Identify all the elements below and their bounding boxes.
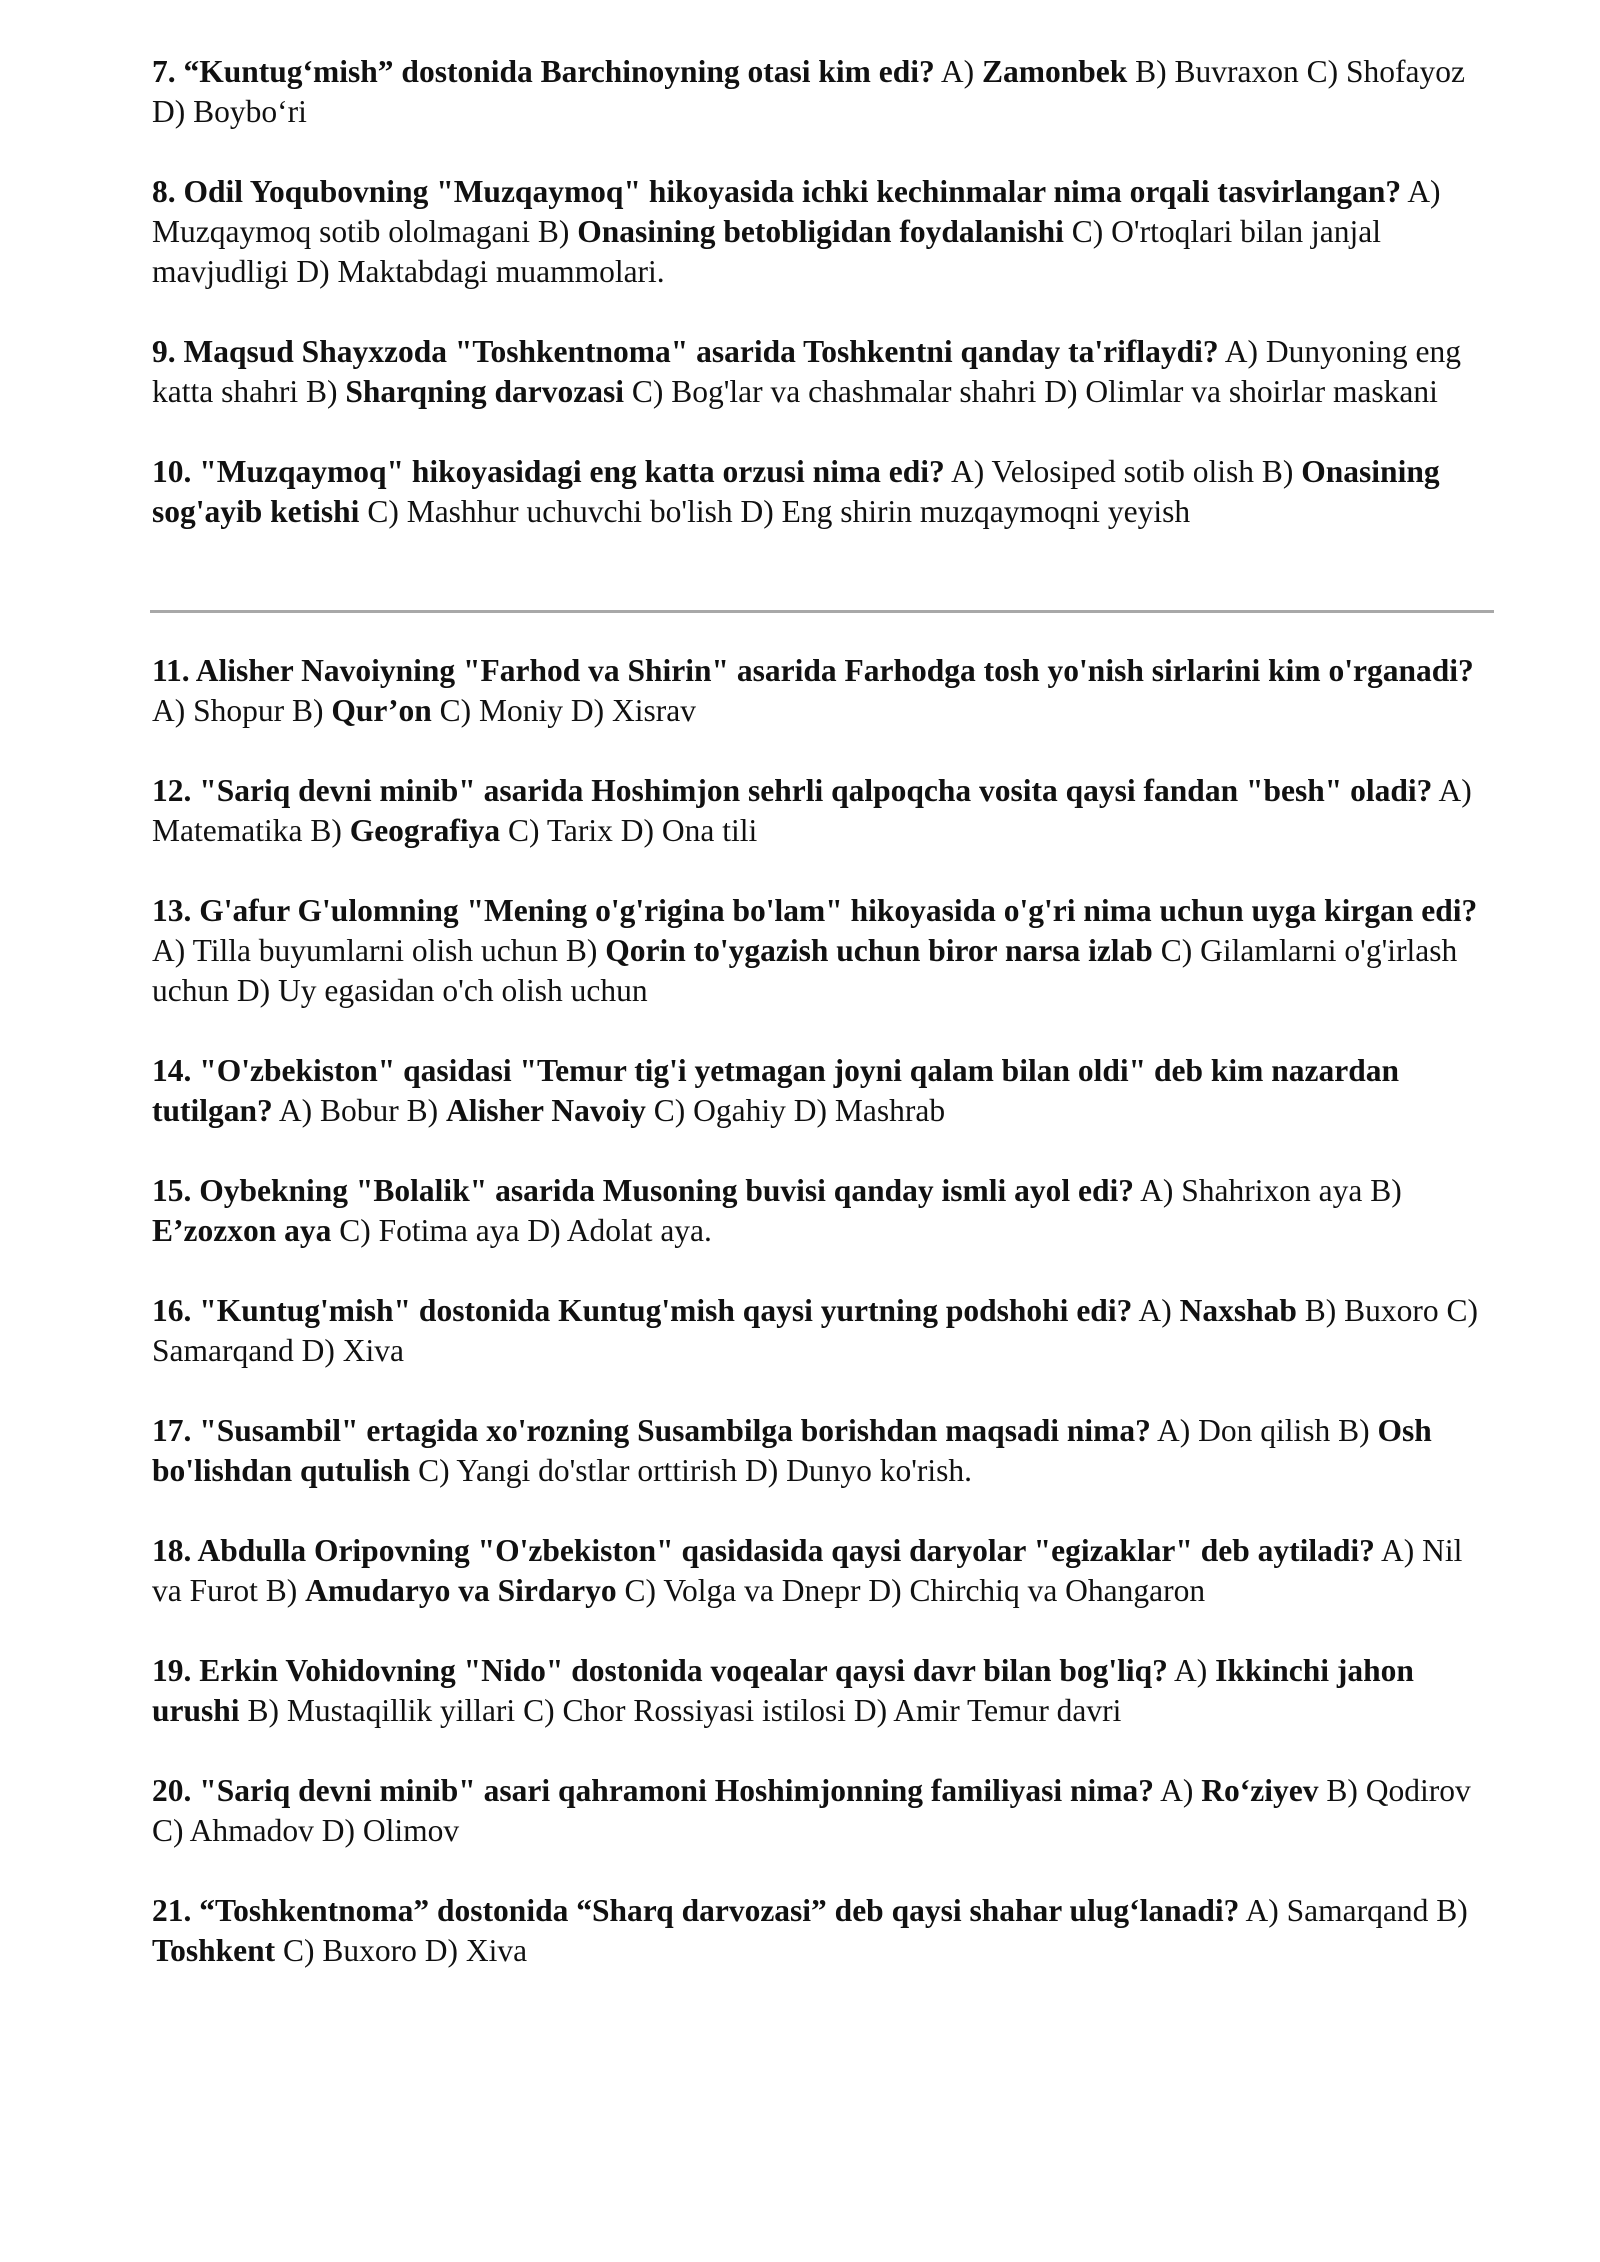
question-text (152, 1653, 1168, 1688)
option-label: A) (1157, 1413, 1191, 1448)
question-number: 7. (152, 54, 176, 89)
option-label: B) (537, 214, 570, 249)
option-text: Volga va Dnepr (663, 1573, 861, 1608)
option-label: B) (1326, 1773, 1358, 1808)
option-text: Shofayoz (1346, 54, 1466, 89)
question-number: 16. (152, 1293, 192, 1328)
question-body: Erkin Vohidovning "Nido" dostonida voqealar qaysi davr bilan bog'liq? (199, 1653, 1168, 1688)
option-text: Amir Temur davri (893, 1693, 1122, 1728)
option-text: Shahrixon aya (1181, 1173, 1363, 1208)
option-text: Olimlar va shoirlar maskani (1085, 374, 1438, 409)
option-label: A) (1160, 1773, 1194, 1808)
option-label: D) (570, 693, 605, 728)
option-label: B) (247, 1693, 279, 1728)
question-body: "Kuntug'mish" dostonida Kuntug'mish qaysi yurtning podshohi edi? (199, 1293, 1133, 1328)
option-label: B) (1261, 454, 1294, 489)
question-text (152, 1773, 1154, 1808)
option-label: B) (1304, 1293, 1337, 1328)
question-text (152, 174, 1401, 209)
option-label: C) (1160, 933, 1193, 968)
option-text: Shopur (193, 693, 285, 728)
option-label: A) (1438, 773, 1472, 808)
question-number: 20. (152, 1773, 192, 1808)
option-label: D) (868, 1573, 902, 1608)
option-text: Xiva (342, 1333, 404, 1368)
option-text-correct: Osh bo'lishdan qutulish (152, 1413, 1432, 1488)
option-label: B) (292, 693, 324, 728)
option-label: D) (745, 1453, 779, 1488)
option-text-correct: Onasining betobligidan foydalanishi (577, 214, 1064, 249)
question-body: Odil Yoqubovning "Muzqaymoq" hikoyasida ichki kechinmalar nima orqali tasvirlangan? (183, 174, 1402, 209)
option-label: D) (853, 1693, 888, 1728)
option-label: A) (152, 693, 186, 728)
option-text: Olimov (362, 1813, 460, 1848)
option-text-correct: Ro‘ziyev (1201, 1773, 1319, 1808)
option-label: C) (339, 1213, 371, 1248)
option-label: A) (1381, 1533, 1415, 1568)
question-item (152, 1531, 1492, 1611)
question-item (152, 452, 1492, 532)
question-number: 9. (152, 334, 176, 369)
option-text: Tilla buyumlarni olish uchun (192, 933, 559, 968)
option-label: B) (1370, 1173, 1402, 1208)
question-body: Oybekning "Bolalik" asarida Musoning buvisi qanday ismli ayol edi? (199, 1173, 1134, 1208)
option-text: Mashhur uchuvchi bo'lish (406, 494, 733, 529)
option-text: Xiva (465, 1933, 528, 1968)
question-item (152, 891, 1492, 1011)
question-text (152, 773, 1432, 808)
option-label: C) (367, 494, 399, 529)
question-item (152, 1411, 1492, 1491)
option-text-correct: Geografiya (349, 813, 501, 848)
option-text: Samarqand (152, 1333, 294, 1368)
option-label: C) (1306, 54, 1339, 89)
option-label: D) (424, 1933, 459, 1968)
option-label: B) (565, 933, 598, 968)
option-text: Dunyoning eng katta shahri (152, 334, 1462, 409)
option-text: O'rtoqlari bilan janjal mavjudligi (152, 214, 1381, 289)
option-text-correct: Ikkinchi jahon urushi (152, 1653, 1414, 1728)
question-item (152, 1771, 1492, 1851)
option-text-correct: Sharqning darvozasi (345, 374, 624, 409)
question-item (152, 52, 1492, 132)
question-body: Abdulla Oripovning "O'zbekiston" qasidasida qaysi daryolar "egizaklar" deb aytiladi? (197, 1533, 1375, 1568)
question-item (152, 332, 1492, 412)
question-number: 11. (152, 653, 190, 688)
option-label: B) (1436, 1893, 1468, 1928)
option-label: C) (508, 813, 540, 848)
question-body: "O'zbekiston" qasidasi "Temur tig'i yetmagan joyni qalam bilan oldi" deb kim nazardan tutilgan? (152, 1053, 1400, 1128)
option-text: Tarix (546, 813, 613, 848)
question-group-1 (152, 52, 1492, 532)
question-number: 14. (152, 1053, 192, 1088)
option-text: Adolat aya. (566, 1213, 712, 1248)
option-text: Ahmadov (189, 1813, 314, 1848)
option-label: A) (1224, 334, 1259, 369)
question-item (152, 771, 1492, 851)
question-body: "Muzqaymoq" hikoyasidagi eng katta orzusi nima edi? (199, 454, 945, 489)
question-number: 13. (152, 893, 192, 928)
option-label: A) (1138, 1293, 1172, 1328)
option-label: C) (624, 1573, 657, 1608)
question-body: "Sariq devni minib" asarida Hoshimjon sehrli qalpoqcha vosita qaysi fandan "besh" oladi? (199, 773, 1433, 808)
option-text: Samarqand (1286, 1893, 1429, 1928)
question-number: 12. (152, 773, 192, 808)
option-label: D) (321, 1813, 355, 1848)
option-label: D) (301, 1333, 335, 1368)
option-text-correct: Qur’on (331, 693, 432, 728)
option-text: Gilamlarni o'g'irlash uchun (152, 933, 1458, 1008)
option-label: A) (1174, 1653, 1208, 1688)
spacer (152, 532, 1492, 572)
option-label: A) (1407, 174, 1441, 209)
option-label: D) (740, 494, 774, 529)
option-label: D) (793, 1093, 827, 1128)
option-label: B) (1135, 54, 1167, 89)
option-label: C) (1446, 1293, 1479, 1328)
option-text: Mustaqillik yillari (286, 1693, 516, 1728)
option-label: C) (418, 1453, 450, 1488)
option-text: Chor Rossiyasi istilosi (562, 1693, 846, 1728)
question-number: 17. (152, 1413, 192, 1448)
option-label: B) (1338, 1413, 1370, 1448)
option-label: D) (527, 1213, 561, 1248)
option-text: Ona tili (661, 813, 758, 848)
question-group-2 (152, 651, 1492, 1971)
option-text-correct: E’zozxon aya (152, 1213, 332, 1248)
option-text-correct: Toshkent (152, 1933, 276, 1968)
question-number: 8. (152, 174, 176, 209)
option-text-correct: Qorin to'ygazish uchun biror narsa izlab (605, 933, 1153, 968)
option-text: Ogahiy (693, 1093, 786, 1128)
option-text: Matematika (152, 813, 303, 848)
question-text (152, 1413, 1151, 1448)
option-text: Eng shirin muzqaymoqni yeyish (781, 494, 1191, 529)
option-text: Muzqaymoq sotib ololmagani (152, 214, 530, 249)
question-number: 19. (152, 1653, 192, 1688)
question-text (152, 1293, 1132, 1328)
option-text: Buxoro (322, 1933, 417, 1968)
question-body: Maqsud Shayxzoda "Toshkentnoma" asarida Toshkentni qanday ta'riflaydi? (183, 334, 1219, 369)
question-text (152, 334, 1219, 369)
question-item (152, 172, 1492, 292)
question-text (152, 1533, 1375, 1568)
question-number: 18. (152, 1533, 192, 1568)
option-text: Boybo‘ri (193, 94, 307, 129)
option-label: C) (631, 374, 664, 409)
option-label: A) (278, 1093, 313, 1128)
question-item (152, 1891, 1492, 1971)
question-number: 15. (152, 1173, 192, 1208)
option-text-correct: Onasining sog'ayib ketishi (152, 454, 1440, 529)
question-body: "Susambil" ertagida xo'rozning Susambilga borishdan maqsadi nima? (199, 1413, 1151, 1448)
document-page (152, 52, 1492, 2011)
question-text (152, 893, 1477, 928)
question-text (152, 1173, 1134, 1208)
option-text: Don qilish (1198, 1413, 1331, 1448)
option-label: B) (310, 813, 342, 848)
option-label: A) (1245, 1893, 1279, 1928)
question-body: “Toshkentnoma” dostonida “Sharq darvozasi” deb qaysi shahar ulug‘lanadi? (199, 1893, 1240, 1928)
option-label: C) (653, 1093, 686, 1128)
option-label: A) (950, 454, 985, 489)
option-text: Xisrav (612, 693, 696, 728)
option-text: Mashrab (834, 1093, 946, 1128)
option-text: Chirchiq va Ohangaron (909, 1573, 1206, 1608)
option-text: Buvraxon (1174, 54, 1299, 89)
option-label: C) (1071, 214, 1104, 249)
option-label: D) (1044, 374, 1078, 409)
question-number: 21. (152, 1893, 192, 1928)
question-text (152, 454, 945, 489)
question-body: "Sariq devni minib" asari qahramoni Hoshimjonning familiyasi nima? (199, 1773, 1155, 1808)
option-label: B) (305, 374, 338, 409)
question-text (152, 653, 1474, 688)
option-text: Bog'lar va chashmalar shahri (671, 374, 1037, 409)
option-label: D) (620, 813, 654, 848)
option-text: Yangi do'stlar orttirish (456, 1453, 738, 1488)
option-text-correct: Zamonbek (982, 54, 1128, 89)
option-label: B) (406, 1093, 439, 1128)
question-body: G'afur G'ulomning "Mening o'g'rigina bo'lam" hikoyasida o'g'ri nima uchun uyga kirgan edi? (199, 893, 1478, 928)
option-label: C) (439, 693, 472, 728)
question-item (152, 1291, 1492, 1371)
option-text: Bobur (320, 1093, 399, 1128)
question-number: 10. (152, 454, 192, 489)
horizontal-divider (150, 610, 1494, 613)
option-label: D) (236, 973, 271, 1008)
question-body: “Kuntug‘mish” dostonida Barchinoyning otasi kim edi? (183, 54, 935, 89)
option-label: C) (523, 1693, 555, 1728)
option-label: A) (152, 933, 186, 968)
question-item (152, 1051, 1492, 1131)
option-label: A) (1140, 1173, 1174, 1208)
option-text: Dunyo ko'rish. (786, 1453, 973, 1488)
question-item (152, 1171, 1492, 1251)
option-label: C) (283, 1933, 315, 1968)
option-text: Velosiped sotib olish (991, 454, 1255, 489)
option-text: Moniy (478, 693, 563, 728)
question-item (152, 1651, 1492, 1731)
option-text: Uy egasidan o'ch olish uchun (277, 973, 648, 1008)
option-text: Qodirov (1365, 1773, 1471, 1808)
option-label: B) (265, 1573, 298, 1608)
question-text (152, 54, 935, 89)
question-body: Alisher Navoiyning "Farhod va Shirin" asarida Farhodga tosh yo'nish sirlarini kim o'rganadi? (195, 653, 1474, 688)
question-item (152, 651, 1492, 731)
option-text-correct: Amudaryo va Sirdaryo (305, 1573, 617, 1608)
option-label: A) (940, 54, 975, 89)
option-text-correct: Alisher Navoiy (446, 1093, 646, 1128)
option-text: Maktabdagi muammolari. (337, 254, 665, 289)
option-text: Buxoro (1344, 1293, 1439, 1328)
question-text (152, 1893, 1239, 1928)
option-text-correct: Naxshab (1179, 1293, 1297, 1328)
option-text: Nil va Furot (152, 1533, 1463, 1608)
option-text: Fotima aya (378, 1213, 520, 1248)
option-label: C) (152, 1813, 184, 1848)
option-label: D) (296, 254, 330, 289)
option-label: D) (152, 94, 186, 129)
